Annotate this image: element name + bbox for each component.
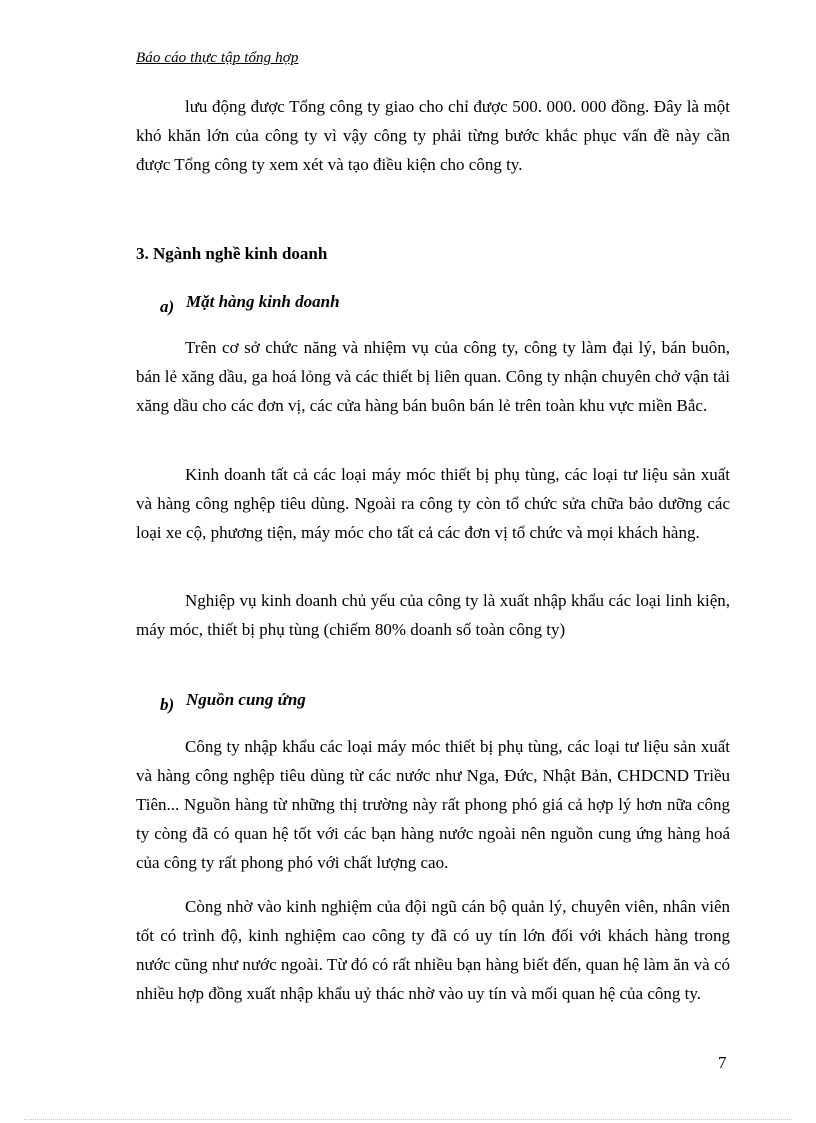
section-heading: 3. Ngành nghề kinh doanh [136, 244, 328, 263]
subsection-b-letter: b) [160, 695, 175, 714]
paragraph-1: lưu động được Tổng công ty giao cho chỉ được 500. 000. 000 đồng. Đây là một khó khăn lớn của công ty vì vậy công ty phải từng bước khắc phục vấn đề này cần được Tổng công ty xem xét và tạo điều kiện cho công ty. [136, 97, 730, 174]
paragraph-2: Trên cơ sở chức năng và nhiệm vụ của công ty, công ty làm đại lý, bán buôn, bán lẻ xăng dầu, ga hoá lỏng và các thiết bị liên quan. Công ty nhận chuyên chở vận tải xăng dầu cho các đơn vị, các cửa hàng bán buôn bán lẻ trên toàn khu vực miền Bắc. [136, 338, 730, 415]
paragraph-6: Còng nhờ vào kinh nghiệm của đội ngũ cán bộ quản lý, chuyên viên, nhân viên tốt có trình độ, kinh nghiệm cao công ty đã có uy tín lớn đối với khách hàng trong nước cũng như nước ngoài. Từ đó có rất nhiều bạn hàng biết đến, quan hệ làm ăn và có nhiều hợp đồng xuất nhập khẩu uỷ thác nhờ vào uy tín và mối quan hệ của công ty. [136, 897, 730, 1003]
page-header: Báo cáo thực tập tổng hợp [136, 50, 299, 66]
subsection-b-title: Nguồn cung ứng [186, 690, 306, 709]
subsection-a-letter: a) [160, 297, 175, 316]
subsection-a-heading [160, 292, 340, 317]
paragraph-4: Nghiệp vụ kinh doanh chủ yếu của công ty là xuất nhập khẩu các loại linh kiện, máy móc, thiết bị phụ tùng (chiếm 80% doanh số toàn công ty) [136, 591, 730, 639]
paragraph-5: Công ty nhập khẩu các loại máy móc thiết bị phụ tùng, các loại tư liệu sản xuất và hàng công nghệp tiêu dùng từ các nước như Nga, Đức, Nhật Bản, CHDCND Triều Tiên... Nguồn hàng từ những thị trường này rất phong phó giá cả hợp lý hơn nữa công ty còng đã có quan hệ tốt với các bạn hàng nước ngoài nên nguồn cung ứng hàng hoá của công ty rất phong phó với chất lượng cao. [136, 737, 730, 872]
page-number: 7 [718, 1053, 727, 1072]
paragraph-3: Kinh doanh tất cả các loại máy móc thiết bị phụ tùng, các loại tư liệu sản xuất và hàng công nghệp tiêu dùng. Ngoài ra công ty còn tổ chức sửa chữa bảo dưỡng các loại xe cộ, phương tiện, máy móc cho tất cả các đơn vị tổ chức và mọi khách hàng. [136, 465, 730, 542]
subsection-b-heading [160, 690, 306, 715]
subsection-a-title: Mặt hàng kinh doanh [186, 292, 340, 311]
page-bottom-divider [24, 1119, 792, 1120]
